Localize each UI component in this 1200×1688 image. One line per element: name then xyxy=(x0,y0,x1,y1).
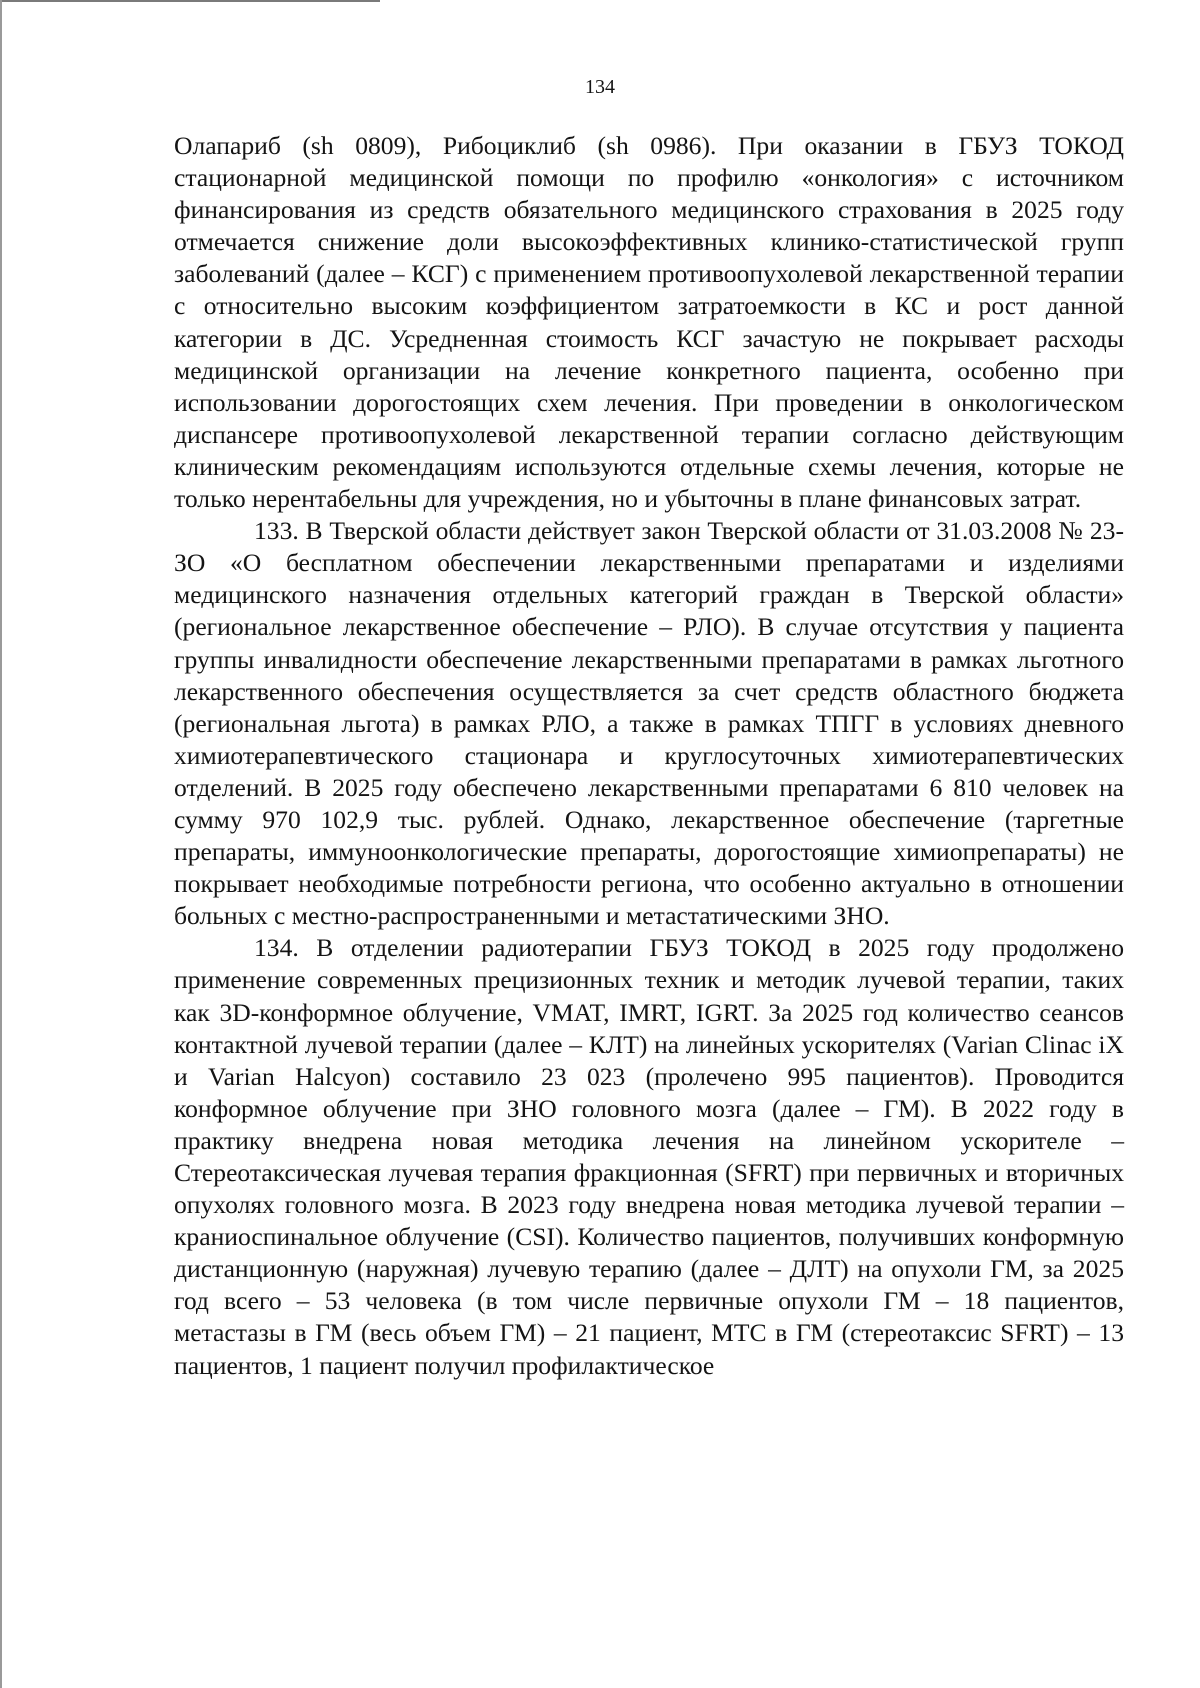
scan-edge-left xyxy=(0,0,2,1688)
scan-edge-top xyxy=(0,0,380,2)
document-body xyxy=(174,130,1124,1382)
paragraph-continuation: Олапариб (sh 0809), Рибоциклиб (sh 0986). При оказании в ГБУЗ ТОКОД стационарной медицинской помощи по профилю «онкология» с источником финансирования из средств обязательного медицинского страхования в 2025 году отмечается снижение доли высокоэффективных клинико-статистической групп заболеваний (далее – КСГ) с применением противоопухолевой лекарственной терапии с относительно высоким коэффициентом затратоемкости в КС и рост данной категории в ДС. Усредненная стоимость КСГ зачастую не покрывает расходы медицинской организации на лечение конкретного пациента, особенно при использовании дорогостоящих схем лечения. При проведении в онкологическом диспансере противоопухолевой лекарственной терапии согласно действующим клиническим рекомендациям используются отдельные схемы лечения, которые не только нерентабельны для учреждения, но и убыточны в плане финансовых затрат. xyxy=(174,131,1124,514)
page-number: 134 xyxy=(585,76,615,98)
paragraph-134: 134. В отделении радиотерапии ГБУЗ ТОКОД в 2025 году продолжено применение современных прецизионных техник и методик лучевой терапии, таких как 3D-конформное облучение, VMAT, IMRT, IGRT. За 2025 год количество сеансов контактной лучевой терапии (далее – КЛТ) на линейных ускорителях (Varian Clinac iX и Varian Halcyon) составило 23 023 (пролечено 995 пациентов). Проводится конформное облучение при ЗНО головного мозга (далее – ГМ). В 2022 году в практику внедрена новая методика лечения на линейном ускорителе – Стереотаксическая лучевая терапия фракционная (SFRT) при первичных и вторичных опухолях головного мозга. В 2023 году внедрена новая методика лучевой терапии – краниоспинальное облучение (CSI). Количество пациентов, получивших конформную дистанционную (наружная) лучевую терапию (далее – ДЛТ) на опухоли ГМ, за 2025 год всего – 53 человека (в том числе первичные опухоли ГМ – 18 пациентов, метастазы в ГМ (весь объем ГМ) – 21 пациент, МТС в ГМ (стереотаксис SFRT) – 13 пациентов, 1 пациент получил профилактическое xyxy=(174,933,1124,1380)
paragraph-133: 133. В Тверской области действует закон Тверской области от 31.03.2008 № 23-ЗО «О бесплатном обеспечении лекарственными препаратами и изделиями медицинского назначения отдельных категорий граждан в Тверской области» (региональное лекарственное обеспечение – РЛО). В случае отсутствия у пациента группы инвалидности обеспечение лекарственными препаратами в рамках льготного лекарственного обеспечения осуществляется за счет средств областного бюджета (региональная льгота) в рамках РЛО, а также в рамках ТПГГ в условиях дневного химиотерапевтического стационара и круглосуточных химиотерапевтических отделений. В 2025 году обеспечено лекарственными препаратами 6 810 человек на сумму 970 102,9 тыс. рублей. Однако, лекарственное обеспечение (таргетные препараты, иммуноонкологические препараты, дорогостоящие химиопрепараты) не покрывает необходимые потребности региона, что особенно актуально в отношении больных с местно-распространенными и метастатическими ЗНО. xyxy=(174,516,1124,931)
